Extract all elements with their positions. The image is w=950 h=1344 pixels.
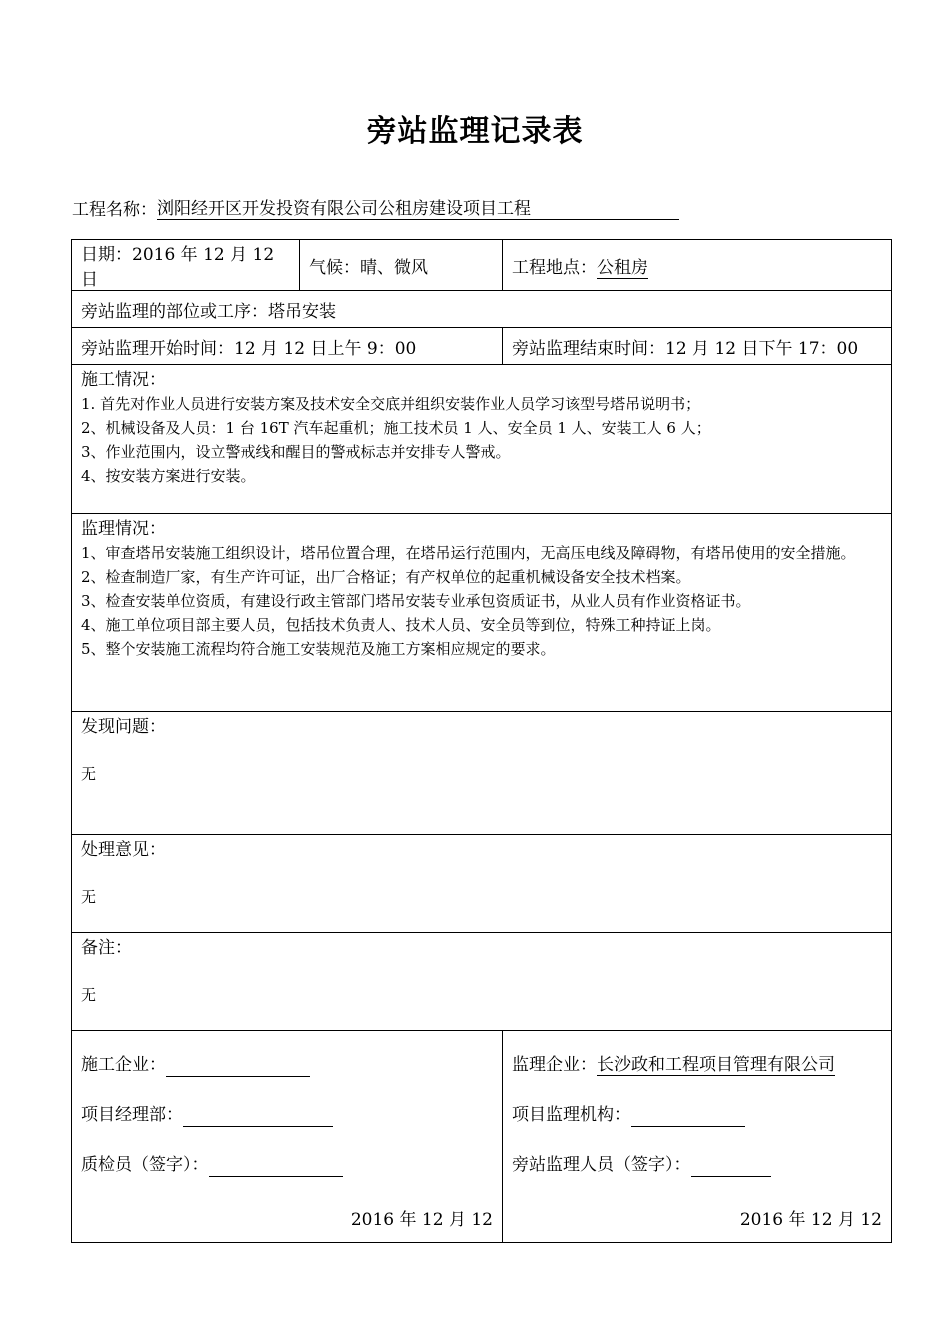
info-row-part xyxy=(72,291,892,328)
supervision-item: 4、施工单位项目部主要人员，包括技术负责人、技术人员、安全员等到位，特殊工种持证上岗。 xyxy=(81,616,721,634)
problems-row xyxy=(72,712,892,835)
supervision-cell xyxy=(72,514,892,712)
location-cell xyxy=(503,240,892,291)
remarks-heading: 备注： xyxy=(81,938,132,958)
construction-item: 1. 首先对作业人员进行安装方案及技术安全交底并组织安装作业人员学习该型号塔吊说明书； xyxy=(81,395,701,413)
construction-item: 2、机械设备及人员：1 台 16T 汽车起重机；施工技术员 1 人、安全员 1 人、安装工人 6 人； xyxy=(81,419,711,437)
handling-row xyxy=(72,835,892,933)
supervision-heading: 监理情况： xyxy=(81,519,166,539)
supervision-item: 3、检查安装单位资质，有建设行政主管部门塔吊安装专业承包资质证书，从业人员有作业资格证书。 xyxy=(81,592,751,610)
contractor-company-line xyxy=(81,1053,493,1077)
supervisor-org-field[interactable] xyxy=(631,1108,745,1127)
construction-item: 4、按安装方案进行安装。 xyxy=(81,467,256,485)
part-cell: 旁站监理的部位或工序：塔吊安装 xyxy=(72,291,892,328)
project-name-underline xyxy=(531,201,679,220)
construction-item: 3、作业范围内，设立警戒线和醒目的警戒标志并安排专人警戒。 xyxy=(81,443,511,461)
inspector-signature-field[interactable] xyxy=(209,1158,343,1177)
record-form-table xyxy=(71,239,892,1243)
end-time-cell: 旁站监理结束时间：12 月 12 日下午 17：00 xyxy=(503,328,892,365)
supervisor-company-value: 长沙政和工程项目管理有限公司 xyxy=(597,1055,835,1075)
contractor-dept-label: 项目经理部： xyxy=(81,1105,183,1125)
handling-cell xyxy=(72,835,892,933)
contractor-date: 2016 年 12 月 12 xyxy=(350,1210,493,1230)
contractor-dept-line xyxy=(81,1103,493,1127)
contractor-company-label: 施工企业： xyxy=(81,1055,166,1075)
supervisor-org-label: 项目监理机构： xyxy=(512,1105,631,1125)
construction-heading: 施工情况： xyxy=(81,370,166,390)
contractor-dept-field[interactable] xyxy=(183,1108,333,1127)
project-name-value: 浏阳经开区开发投资有限公司公租房建设项目工程 xyxy=(157,194,531,220)
supervision-item: 2、检查制造厂家，有生产许可证，出厂合格证；有产权单位的起重机械设备安全技术档案。 xyxy=(81,568,691,586)
inspector-label: 质检员（签字）： xyxy=(81,1155,209,1175)
supervisor-person-line xyxy=(512,1153,882,1177)
signature-row xyxy=(72,1031,892,1243)
project-name-line xyxy=(72,194,679,220)
supervisor-person-label: 旁站监理人员（签字）： xyxy=(512,1155,691,1175)
supervision-item: 5、整个安装施工流程均符合施工安装规范及施工方案相应规定的要求。 xyxy=(81,640,556,658)
weather-cell: 气候：晴、微风 xyxy=(300,240,503,291)
contractor-company-field[interactable] xyxy=(166,1058,310,1077)
location-value: 公租房 xyxy=(597,257,648,278)
remarks-cell xyxy=(72,933,892,1031)
supervisor-signature-cell xyxy=(503,1031,892,1243)
supervision-row xyxy=(72,514,892,712)
info-row-time xyxy=(72,328,892,365)
construction-cell xyxy=(72,365,892,514)
problems-value: 无 xyxy=(81,765,97,783)
inspector-line xyxy=(81,1153,493,1177)
contractor-signature-cell xyxy=(72,1031,503,1243)
construction-row xyxy=(72,365,892,514)
location-label: 工程地点： xyxy=(512,257,597,278)
info-row-date xyxy=(72,240,892,291)
remarks-row xyxy=(72,933,892,1031)
handling-heading: 处理意见： xyxy=(81,840,166,860)
start-time-cell: 旁站监理开始时间：12 月 12 日上午 9：00 xyxy=(72,328,503,365)
date-cell: 日期：2016 年 12 月 12 日 xyxy=(72,240,300,291)
supervisor-org-line xyxy=(512,1103,882,1127)
problems-cell xyxy=(72,712,892,835)
supervisor-date: 2016 年 12 月 12 xyxy=(739,1210,882,1230)
problems-heading: 发现问题： xyxy=(81,717,166,737)
page-title: 旁站监理记录表 xyxy=(366,114,584,149)
supervisor-signature-field[interactable] xyxy=(691,1158,771,1177)
handling-value: 无 xyxy=(81,888,97,906)
supervision-item: 1、审查塔吊安装施工组织设计，塔吊位置合理，在塔吊运行范围内，无高压电线及障碍物，有塔吊使用的安全措施。 xyxy=(81,544,856,562)
supervisor-company-line xyxy=(512,1053,882,1077)
supervisor-company-label: 监理企业： xyxy=(512,1055,597,1075)
remarks-value: 无 xyxy=(81,986,97,1004)
project-name-label: 工程名称： xyxy=(72,200,157,220)
